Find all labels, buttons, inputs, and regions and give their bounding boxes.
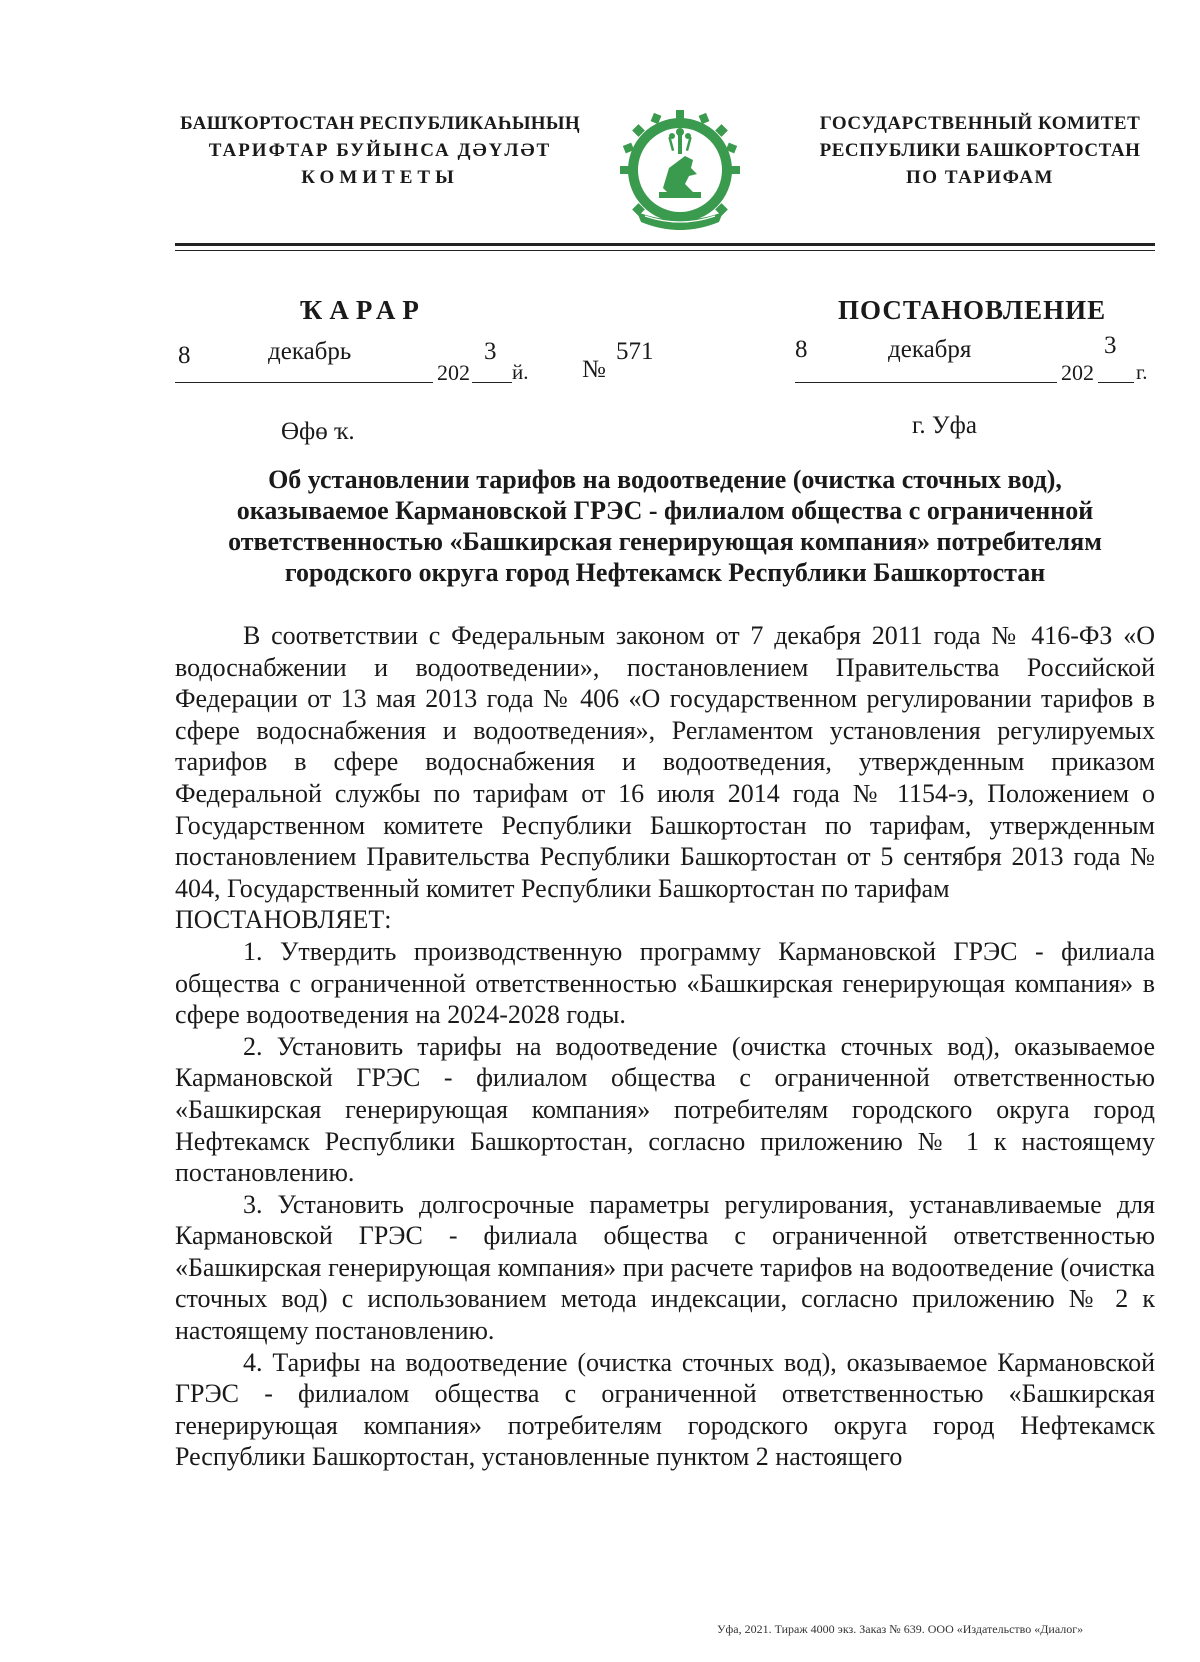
right-date-underline xyxy=(795,382,1057,383)
title-line-1: Об установлении тарифов на водоотведение (очистка сточных вод), xyxy=(268,465,1062,494)
paragraph-item-1: 1. Утвердить производственную программу Кармановской ГРЭС - филиала общества с ограниченной ответственностью «Башкирская генерирующая компания» в сфере водоотведения на 2024-2028 годы. xyxy=(175,936,1155,1030)
header-rule-thick xyxy=(175,243,1155,246)
right-year-digit: 3 xyxy=(1104,332,1117,359)
title-line-3: ответственностью «Башкирская генерирующая компания» потребителям xyxy=(228,527,1102,556)
bashkortostan-coat-of-arms-icon xyxy=(619,104,741,242)
paragraph-resolves: ПОСТАНОВЛЯЕТ: xyxy=(175,905,392,935)
number-sign: № xyxy=(582,356,606,383)
header-left-line-3: КОМИТЕТЫ xyxy=(301,167,459,188)
right-date-month: декабря xyxy=(888,336,972,363)
paragraph-item-4: 4. Тарифы на водоотведение (очистка сточных вод), оказываемое Кармановской ГРЭС - филиалом общества с ограниченной ответственностью «Башкирская генерирующая компания» потребителям городского округа город Нефтекамск Республики Башкортостан, установленные пунктом 2 настоящего xyxy=(175,1347,1155,1472)
decree-title-russian: ПОСТАНОВЛЕНИЕ xyxy=(838,295,1107,325)
left-date-underline xyxy=(175,382,433,383)
header-rule-thin xyxy=(175,250,1155,251)
right-year-underline xyxy=(1098,382,1134,383)
header-left-line-1: БАШҠОРТОСТАН РЕСПУБЛИКАҺЫНЫҢ xyxy=(180,113,580,134)
left-year-underline xyxy=(472,382,512,383)
left-year-prefix: 202 xyxy=(437,360,470,385)
left-date-month: декабрь xyxy=(268,338,352,365)
header-right-line-1: ГОСУДАРСТВЕННЫЙ КОМИТЕТ xyxy=(819,113,1141,134)
paragraph-preamble: В соответствии с Федеральным законом от 7 декабря 2011 года № 416-ФЗ «О водоснабжении и водоотведении», постановлением Правительства Российской Федерации от 13 мая 2013 года № 406 «О государственном регулировании тарифов в сфере водоснабжения и водоотведения», Регламентом установления регулируемых тарифов в сфере водоснабжения и водоотведения, утвержденным приказом Федеральной службы по тарифам от 16 июля 2014 года № 1154-э, Положением о Государственном комитете Республики Башкортостан по тарифам, утвержденным постановлением Правительства Республики Башкортостан от 5 сентября 2013 года № 404, Государственный комитет Республики Башкортостан по тарифам xyxy=(175,621,1155,903)
header-right-line-3: ПО ТАРИФАМ xyxy=(906,167,1054,188)
city-bashkir: Өфө ҡ. xyxy=(281,418,355,445)
document-body xyxy=(175,620,1155,1473)
right-year-prefix: 202 xyxy=(1061,360,1094,385)
header-right-russian xyxy=(790,110,1170,191)
print-footer: Уфа, 2021. Тираж 4000 экз. Заказ № 639. ООО «Издательство «Диалог» xyxy=(717,1622,1084,1636)
city-russian: г. Уфа xyxy=(912,412,977,439)
left-year-digit: 3 xyxy=(484,338,497,365)
left-year-suffix: й. xyxy=(512,360,529,384)
paragraph-item-2: 2. Установить тарифы на водоотведение (очистка сточных вод), оказываемое Кармановской ГРЭС - филиалом общества с ограниченной ответственностью «Башкирская генерирующая компания» потребителям городского округа город Нефтекамск Республики Башкортостан, согласно приложению № 1 к настоящему постановлению. xyxy=(175,1031,1155,1188)
header-right-line-2: РЕСПУБЛИКИ БАШКОРТОСТАН xyxy=(819,140,1141,161)
header-left-line-2: ТАРИФТАР БУЙЫНСА ДӘҮЛӘТ xyxy=(208,140,552,161)
decree-title-bashkir: ҠАРАР xyxy=(300,295,426,325)
title-line-2: оказываемое Кармановской ГРЭС - филиалом общества с ограниченной xyxy=(236,496,1094,525)
decree-number: 571 xyxy=(616,338,654,365)
document-title xyxy=(175,464,1155,588)
right-date-day: 8 xyxy=(795,336,808,363)
right-year-suffix: г. xyxy=(1136,360,1148,384)
header-left-bashkir xyxy=(160,110,600,191)
title-line-4: городского округа город Нефтекамск Республики Башкортостан xyxy=(284,558,1046,587)
left-date-day: 8 xyxy=(178,342,191,369)
paragraph-item-3: 3. Установить долгосрочные параметры регулирования, устанавливаемые для Кармановской ГРЭС - филиала общества с ограниченной ответственностью «Башкирская генерирующая компания» при расчете тарифов на водоотведение (очистка сточных вод) с использованием метода индексации, согласно приложению № 2 к настоящему постановлению. xyxy=(175,1189,1155,1346)
